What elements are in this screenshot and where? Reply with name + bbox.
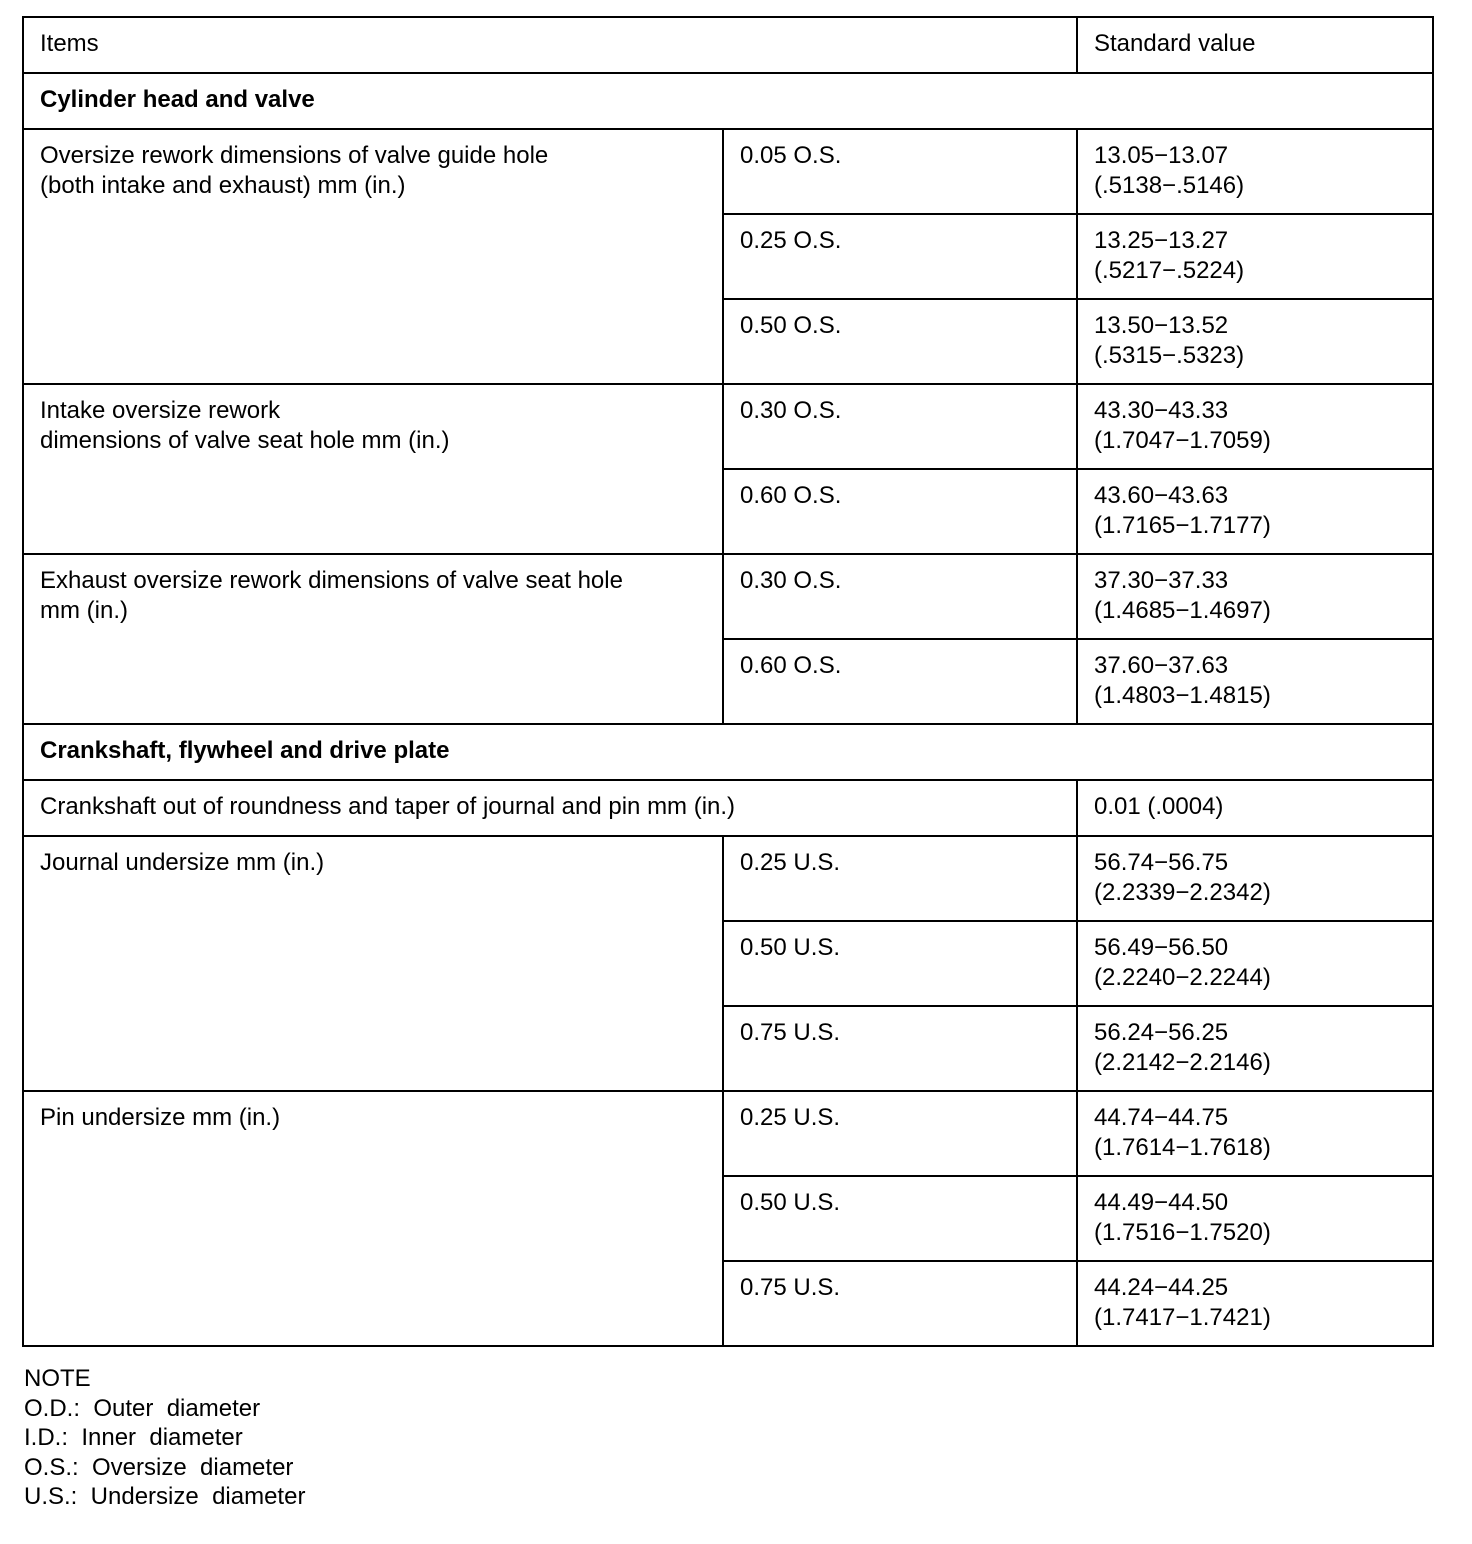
note-block xyxy=(24,1364,305,1512)
note-line: O.S.: Oversize diameter xyxy=(24,1453,294,1481)
size-cell: 0.25 U.S. xyxy=(723,836,1077,921)
value-inch: (1.7047−1.7059) xyxy=(1094,427,1271,454)
section-row xyxy=(23,724,1433,780)
section-row xyxy=(23,73,1433,129)
section-title: Crankshaft, flywheel and drive plate xyxy=(23,724,1433,780)
header-items: Items xyxy=(23,17,1077,73)
item-label: Journal undersize mm (in.) xyxy=(23,836,723,1091)
size-cell: 0.75 U.S. xyxy=(723,1261,1077,1346)
size-cell: 0.50 U.S. xyxy=(723,921,1077,1006)
item-label-line: (both intake and exhaust) mm (in.) xyxy=(40,172,406,199)
note-line: U.S.: Undersize diameter xyxy=(24,1483,306,1510)
value-mm: 43.60−43.63 xyxy=(1094,482,1229,509)
size-cell: 0.05 O.S. xyxy=(723,129,1077,214)
value-cell xyxy=(1077,129,1433,214)
header-row xyxy=(23,17,1433,73)
item-label: Crankshaft out of roundness and taper of journal and pin mm (in.) xyxy=(23,780,1077,836)
item-label-line: Oversize rework dimensions of valve guide hole xyxy=(40,142,549,169)
value-inch: (.5217−.5224) xyxy=(1094,257,1245,284)
value-cell xyxy=(1077,554,1433,639)
item-label xyxy=(23,384,723,554)
table-row xyxy=(23,384,1433,469)
item-label-line: Exhaust oversize rework dimensions of valve seat hole xyxy=(40,567,623,594)
value-inch: (.5315−.5323) xyxy=(1094,342,1245,369)
value-inch: (1.7417−1.7421) xyxy=(1094,1304,1271,1331)
value-inch: (2.2339−2.2342) xyxy=(1094,879,1271,906)
spec-table xyxy=(22,16,1434,1347)
value-cell xyxy=(1077,1006,1433,1091)
value-mm: 56.49−56.50 xyxy=(1094,934,1229,961)
value-cell xyxy=(1077,836,1433,921)
header-standard-value: Standard value xyxy=(1077,17,1433,73)
item-label-line: dimensions of valve seat hole mm (in.) xyxy=(40,427,450,454)
value-cell: 0.01 (.0004) xyxy=(1077,780,1433,836)
value-cell xyxy=(1077,1091,1433,1176)
table-row xyxy=(23,836,1433,921)
size-cell: 0.50 U.S. xyxy=(723,1176,1077,1261)
value-inch: (1.7165−1.7177) xyxy=(1094,512,1271,539)
table-row xyxy=(23,129,1433,214)
value-inch: (2.2142−2.2146) xyxy=(1094,1049,1271,1076)
section-title: Cylinder head and valve xyxy=(23,73,1433,129)
value-mm: 56.74−56.75 xyxy=(1094,849,1229,876)
size-cell: 0.30 O.S. xyxy=(723,554,1077,639)
item-label-line: mm (in.) xyxy=(40,597,128,624)
value-inch: (2.2240−2.2244) xyxy=(1094,964,1271,991)
value-cell xyxy=(1077,469,1433,554)
value-inch: (1.7516−1.7520) xyxy=(1094,1219,1271,1246)
value-cell xyxy=(1077,1261,1433,1346)
value-cell xyxy=(1077,384,1433,469)
value-mm: 44.24−44.25 xyxy=(1094,1274,1229,1301)
table-row xyxy=(23,780,1433,836)
value-mm: 56.24−56.25 xyxy=(1094,1019,1229,1046)
value-mm: 13.25−13.27 xyxy=(1094,227,1229,254)
value-inch: (.5138−.5146) xyxy=(1094,172,1245,199)
note-line: O.D.: Outer diameter xyxy=(24,1394,261,1422)
value-mm: 44.49−44.50 xyxy=(1094,1189,1229,1216)
value-mm: 13.50−13.52 xyxy=(1094,312,1229,339)
value-mm: 37.30−37.33 xyxy=(1094,567,1229,594)
size-cell: 0.50 O.S. xyxy=(723,299,1077,384)
value-cell xyxy=(1077,921,1433,1006)
item-label xyxy=(23,554,723,724)
value-cell xyxy=(1077,299,1433,384)
value-cell xyxy=(1077,1176,1433,1261)
item-label-line: Intake oversize rework xyxy=(40,397,281,424)
table-row xyxy=(23,554,1433,639)
size-cell: 0.75 U.S. xyxy=(723,1006,1077,1091)
value-mm: 13.05−13.07 xyxy=(1094,142,1229,169)
size-cell: 0.60 O.S. xyxy=(723,639,1077,724)
value-mm: 43.30−43.33 xyxy=(1094,397,1229,424)
size-cell: 0.60 O.S. xyxy=(723,469,1077,554)
item-label: Pin undersize mm (in.) xyxy=(23,1091,723,1346)
value-mm: 44.74−44.75 xyxy=(1094,1104,1229,1131)
value-mm: 37.60−37.63 xyxy=(1094,652,1229,679)
size-cell: 0.30 O.S. xyxy=(723,384,1077,469)
value-inch: (1.4803−1.4815) xyxy=(1094,682,1271,709)
size-cell: 0.25 O.S. xyxy=(723,214,1077,299)
note-title: NOTE xyxy=(24,1365,91,1392)
value-inch: (1.4685−1.4697) xyxy=(1094,597,1271,624)
size-cell: 0.25 U.S. xyxy=(723,1091,1077,1176)
note-line: I.D.: Inner diameter xyxy=(24,1424,243,1451)
value-inch: (1.7614−1.7618) xyxy=(1094,1134,1271,1161)
value-cell xyxy=(1077,639,1433,724)
item-label xyxy=(23,129,723,384)
value-cell xyxy=(1077,214,1433,299)
table-row xyxy=(23,1091,1433,1176)
